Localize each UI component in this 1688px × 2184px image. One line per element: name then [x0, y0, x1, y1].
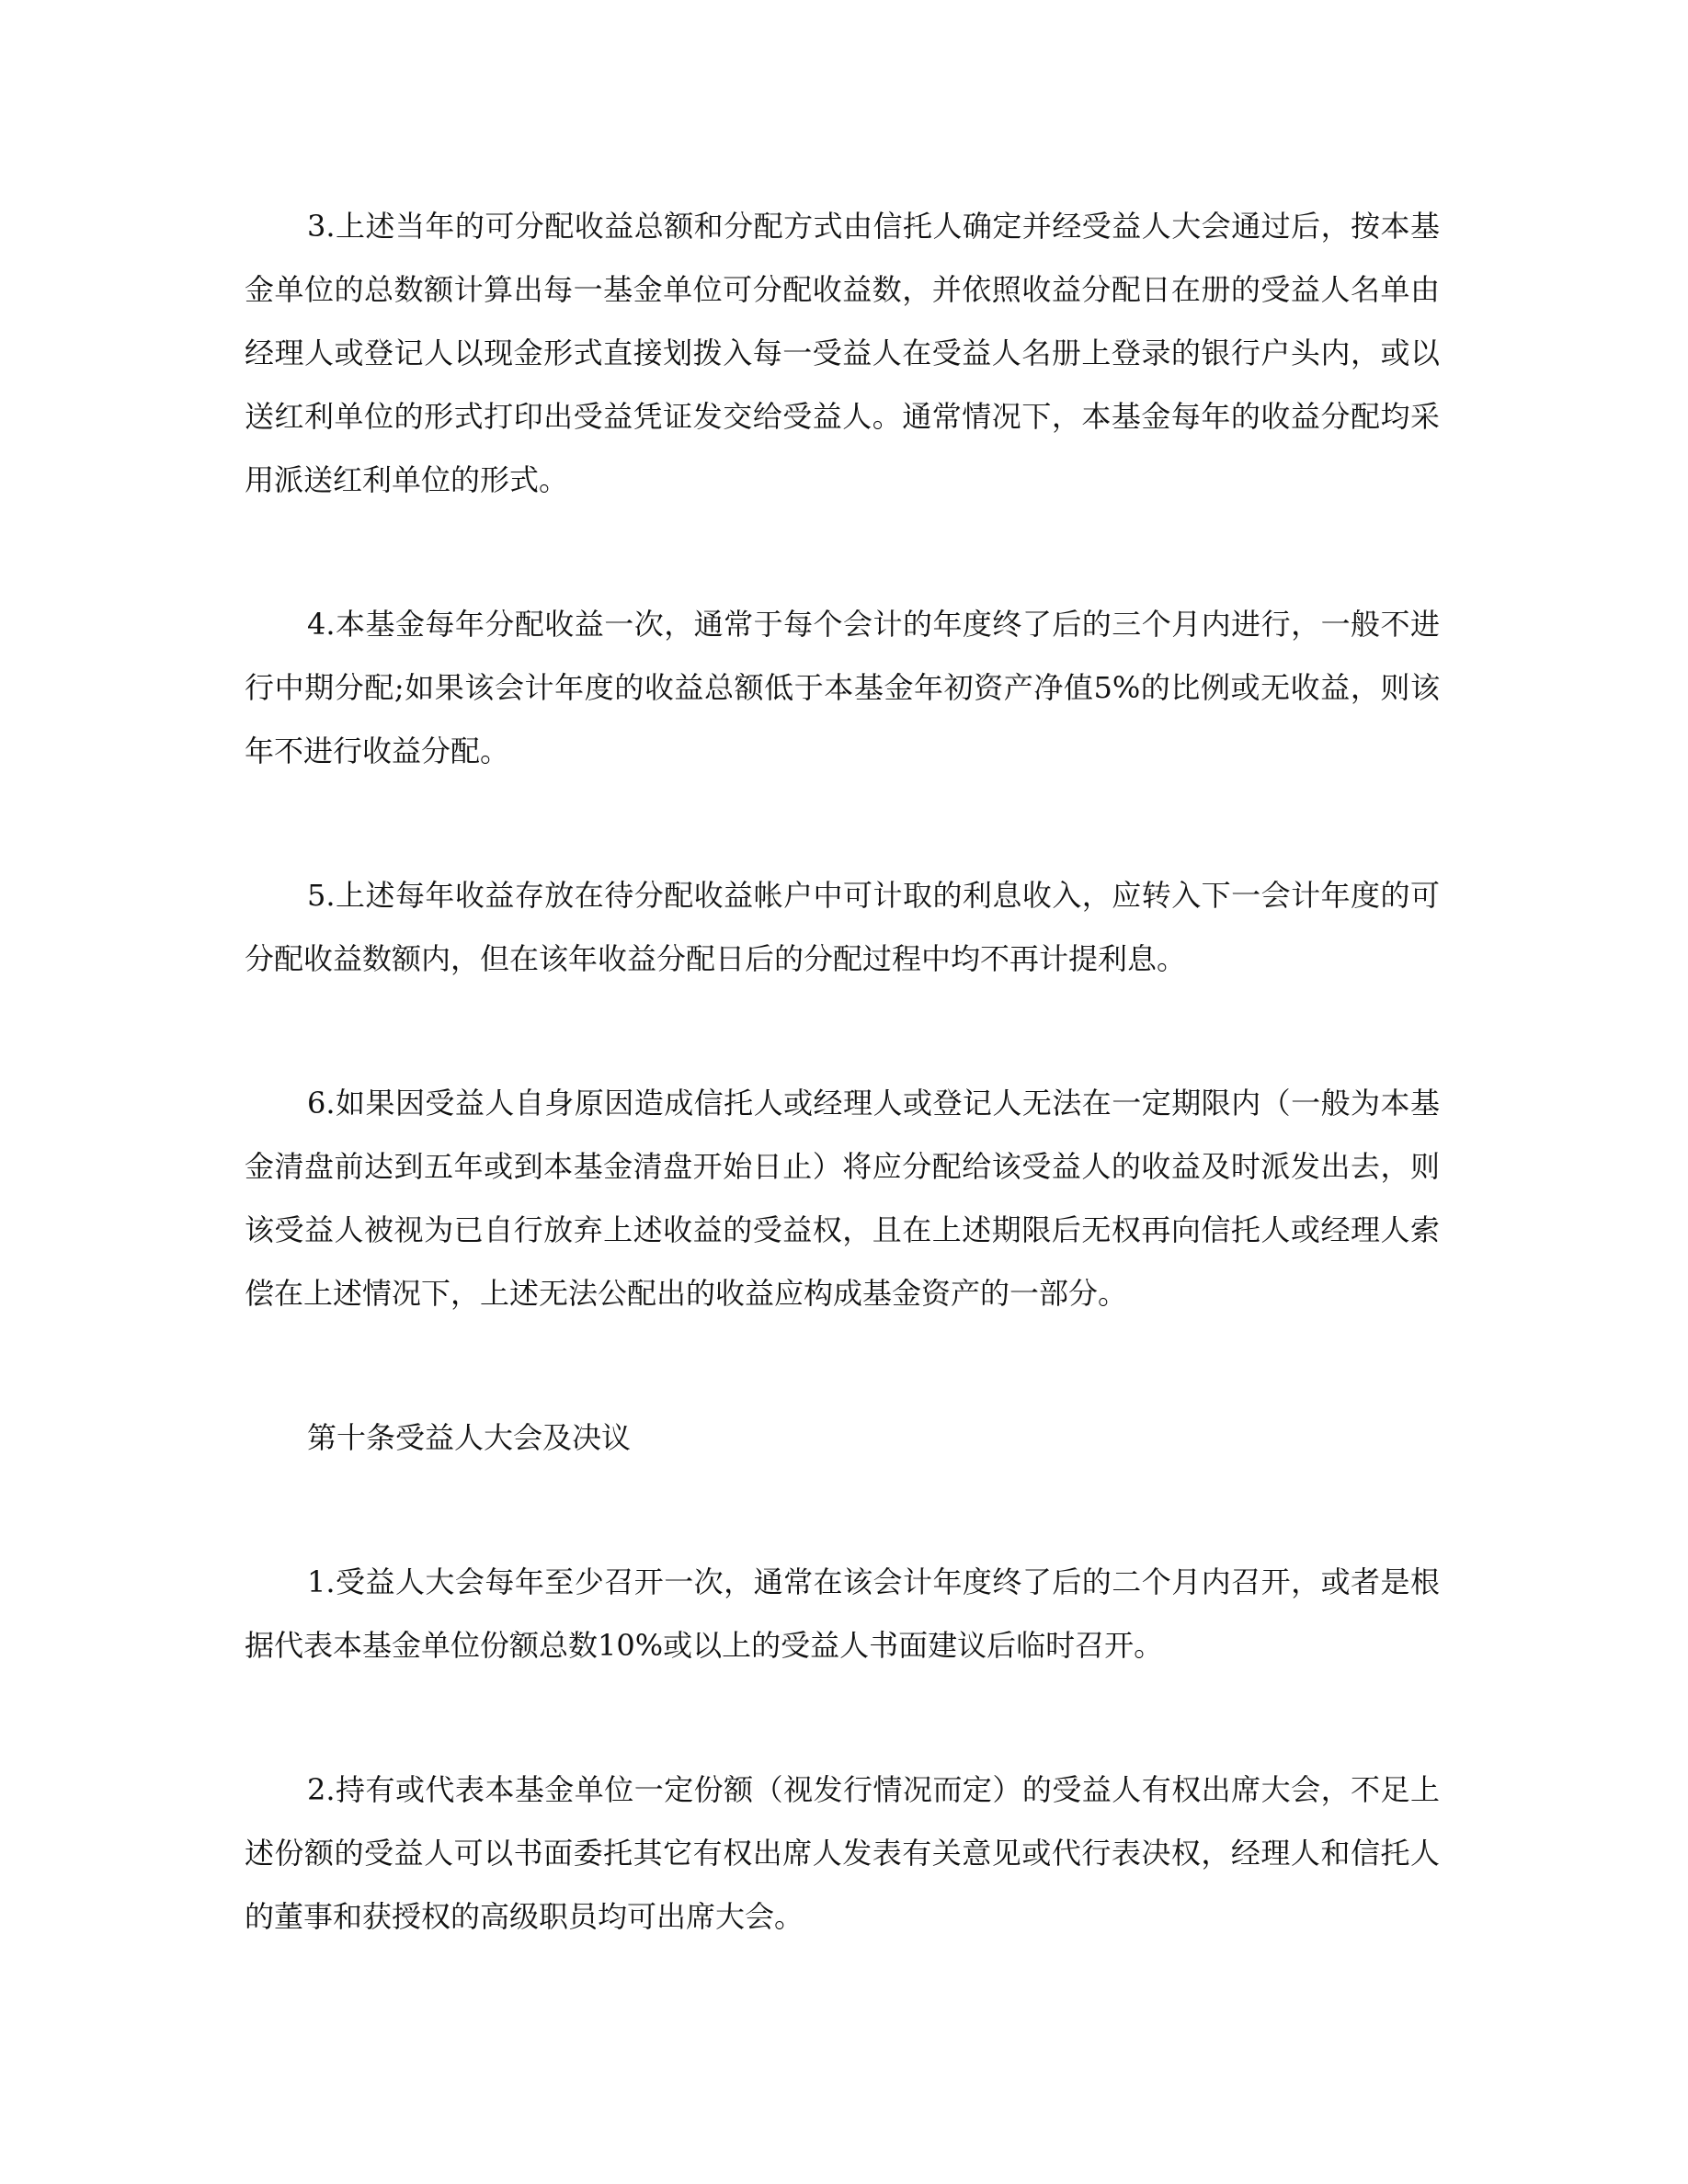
paragraph-clause-4: 4.本基金每年分配收益一次，通常于每个会计的年度终了后的三个月内进行，一般不进行中期分配;如果该会计年度的收益总额低于本基金年初资产净值5%的比例或无收益，则该年不进行收益分配。 — [245, 607, 1440, 768]
paragraph-meeting-2: 2.持有或代表本基金单位一定份额（视发行情况而定）的受益人有权出席大会，不足上述份额的受益人可以书面委托其它有权出席人发表有关意见或代行表决权，经理人和信托人的董事和获授权的高级职员均可出席大会。 — [245, 1772, 1440, 1934]
document-body — [245, 195, 1440, 1949]
paragraph-meeting-1: 1.受益人大会每年至少召开一次，通常在该会计年度终了后的二个月内召开，或者是根据代表本基金单位份额总数10%或以上的受益人书面建议后临时召开。 — [245, 1564, 1440, 1663]
paragraph-clause-6: 6.如果因受益人自身原因造成信托人或经理人或登记人无法在一定期限内（一般为本基金清盘前达到五年或到本基金清盘开始日止）将应分配给该受益人的收益及时派发出去，则该受益人被视为已自行放弃上述收益的受益权，且在上述期限后无权再向信托人或经理人索偿在上述情况下，上述无法公配出的收益应构成基金资产的一部分。 — [245, 1086, 1440, 1311]
paragraph-clause-3: 3.上述当年的可分配收益总额和分配方式由信托人确定并经受益人大会通过后，按本基金单位的总数额计算出每一基金单位可分配收益数，并依照收益分配日在册的受益人名单由经理人或登记人以现金形式直接划拨入每一受益人在受益人名册上登录的银行户头内，或以送红利单位的形式打印出受益凭证发交给受益人。通常情况下，本基金每年的收益分配均采用派送红利单位的形式。 — [245, 209, 1440, 497]
paragraph-clause-5: 5.上述每年收益存放在待分配收益帐户中可计取的利息收入，应转入下一会计年度的可分配收益数额内，但在该年收益分配日后的分配过程中均不再计提利息。 — [245, 878, 1440, 976]
section-heading-article-10: 第十条受益人大会及决议 — [307, 1420, 632, 1455]
